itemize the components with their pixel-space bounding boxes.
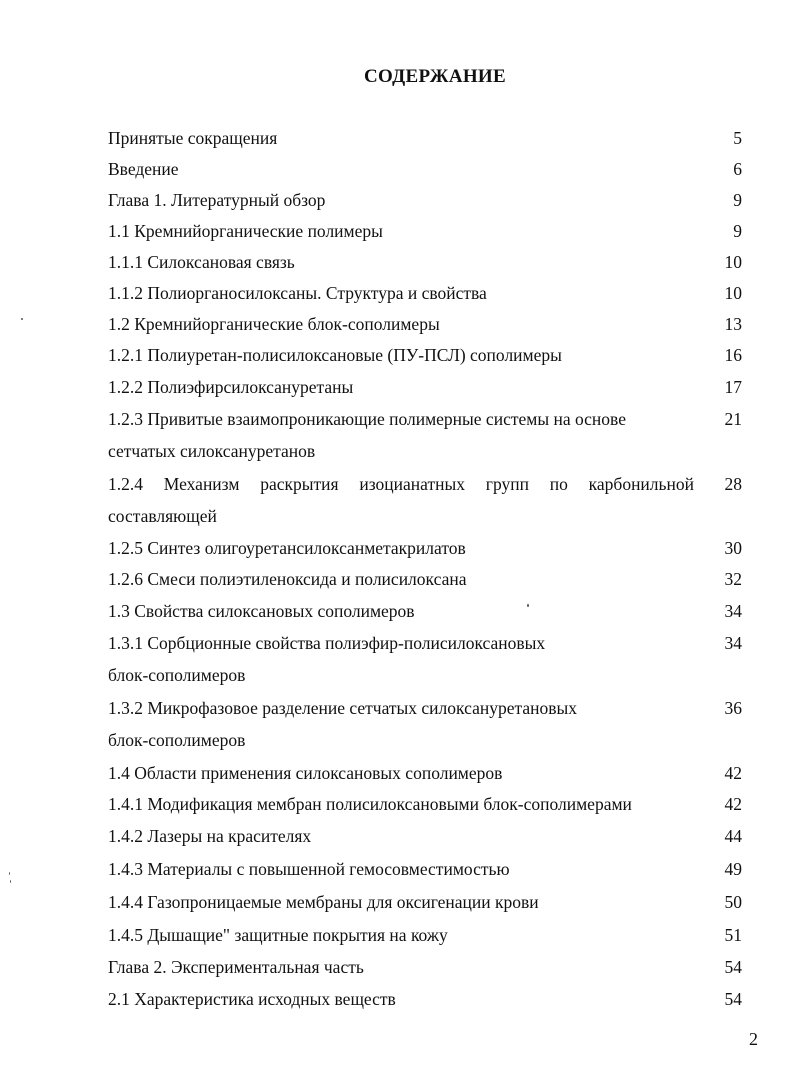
- toc-entry-page: 13: [724, 314, 742, 334]
- toc-entry-text: Принятые сокращения: [108, 128, 278, 148]
- scan-speck: [10, 880, 11, 883]
- toc-entry-page: 17: [724, 377, 742, 397]
- toc-entry: [108, 184, 748, 216]
- toc-entry-text: 1.4 Области применения силоксановых сополимеров: [108, 763, 503, 783]
- toc-entry-text: 1.4.4 Газопроницаемые мембраны для оксигенации крови: [108, 892, 539, 912]
- toc-entry-page: 21: [724, 409, 742, 429]
- scan-speck: [21, 318, 23, 320]
- toc-entry-page: 34: [724, 633, 742, 653]
- toc-entry-text: Глава 2. Экспериментальная часть: [108, 957, 364, 977]
- toc-entry-text: 2.1 Характеристика исходных веществ: [108, 989, 396, 1009]
- toc-entry-page: 36: [724, 698, 742, 718]
- toc-entry-page: 34: [724, 601, 742, 621]
- toc-entry: [108, 468, 748, 532]
- toc-entry-page: 49: [724, 859, 742, 879]
- toc-entry: [108, 853, 748, 885]
- toc-entry: [108, 403, 748, 467]
- toc-entry-page: 9: [733, 221, 742, 241]
- toc-entry-text: 1.4.1 Модификация мембран полисилоксановыми блок-сополимерами: [108, 794, 632, 814]
- toc-entry: [108, 692, 748, 756]
- toc-entry-text: 1.3 Свойства силоксановых сополимеров: [108, 601, 415, 621]
- toc-entry-page: 10: [724, 252, 742, 272]
- toc-entry-page: 50: [724, 892, 742, 912]
- toc-entry: [108, 246, 748, 278]
- toc-entry: [108, 277, 748, 309]
- toc-entry: [108, 627, 748, 691]
- toc-entry-text-continued: сетчатых силоксануретанов: [108, 441, 316, 461]
- toc-entry: [108, 371, 748, 403]
- toc-entry-page: 51: [724, 925, 742, 945]
- toc-entry: [108, 788, 748, 820]
- toc-entry-text: 1.2.1 Полиуретан-полисилоксановые (ПУ-ПСЛ) сополимеры: [108, 345, 562, 365]
- toc-entry-text: 1.2.2 Полиэфирсилоксануретаны: [108, 377, 354, 397]
- toc-entry: [108, 820, 748, 852]
- toc-entry-page: 32: [724, 569, 742, 589]
- toc-entry: [108, 951, 748, 983]
- toc-entry-text-continued: блок-сополимеров: [108, 730, 246, 750]
- toc-entry: [108, 757, 748, 789]
- toc-entry-text: 1.2.3 Привитые взаимопроникающие полимерные системы на основе: [108, 409, 626, 429]
- toc-entry-text: 1.2.5 Синтез олигоуретансилоксанметакрилатов: [108, 538, 466, 558]
- toc-entry: [108, 215, 748, 247]
- toc-entry-text: 1.3.2 Микрофазовое разделение сетчатых силоксануретановых: [108, 698, 577, 718]
- toc-entry: [108, 153, 748, 185]
- toc-entry-page: 54: [724, 957, 742, 977]
- toc-entry: [108, 532, 748, 564]
- toc-entry-text: 1.1 Кремнийорганические полимеры: [108, 221, 383, 241]
- toc-entry-text: 1.4.2 Лазеры на красителях: [108, 826, 312, 846]
- toc-entry-page: 44: [724, 826, 742, 846]
- toc-entry-page: 54: [724, 989, 742, 1009]
- toc-entry-text-continued: составляющей: [108, 506, 217, 526]
- toc-entry-page: 10: [724, 283, 742, 303]
- toc-entry-page: 9: [733, 190, 742, 210]
- toc-entry-text: 1.1.2 Полиорганосилоксаны. Структура и свойства: [108, 283, 487, 303]
- scan-speck: [527, 604, 529, 607]
- toc-entry-page: 42: [724, 794, 742, 814]
- page-title: СОДЕРЖАНИЕ: [364, 66, 506, 87]
- page-number: 2: [749, 1029, 758, 1049]
- toc-entry-page: 28: [724, 474, 742, 494]
- toc-entry-text: 1.2.4 Механизм раскрытия изоцианатных групп по карбонильной: [108, 474, 694, 494]
- toc-entry-text: Введение: [108, 159, 179, 179]
- toc-entry-page: 5: [733, 128, 742, 148]
- toc-entry: [108, 563, 748, 595]
- toc-entry-text: 1.2.6 Смеси полиэтиленоксида и полисилоксана: [108, 569, 467, 589]
- toc-entry: [108, 919, 748, 951]
- toc-entry-text: 1.1.1 Силоксановая связь: [108, 252, 295, 272]
- toc-entry-text: 1.2 Кремнийорганические блок-сополимеры: [108, 314, 440, 334]
- toc-entry: [108, 122, 748, 154]
- scan-speck: [9, 872, 10, 875]
- toc-entry: [108, 595, 748, 627]
- toc-entry: [108, 886, 748, 918]
- toc-entry-text: 1.4.5 Дышащие" защитные покрытия на кожу: [108, 925, 448, 945]
- toc-entry-text-continued: блок-сополимеров: [108, 665, 246, 685]
- toc-entry-text: 1.4.3 Материалы с повышенной гемосовместимостью: [108, 859, 510, 879]
- toc-entry: [108, 308, 748, 340]
- toc-entry-page: 30: [724, 538, 742, 558]
- toc-entry: [108, 983, 748, 1015]
- toc-entry-page: 16: [724, 345, 742, 365]
- toc-entry-text: Глава 1. Литературный обзор: [108, 190, 326, 210]
- toc-entry: [108, 339, 748, 371]
- toc-entry-text: 1.3.1 Сорбционные свойства полиэфир-полисилоксановых: [108, 633, 546, 653]
- toc-entry-page: 42: [724, 763, 742, 783]
- toc-entry-page: 6: [733, 159, 742, 179]
